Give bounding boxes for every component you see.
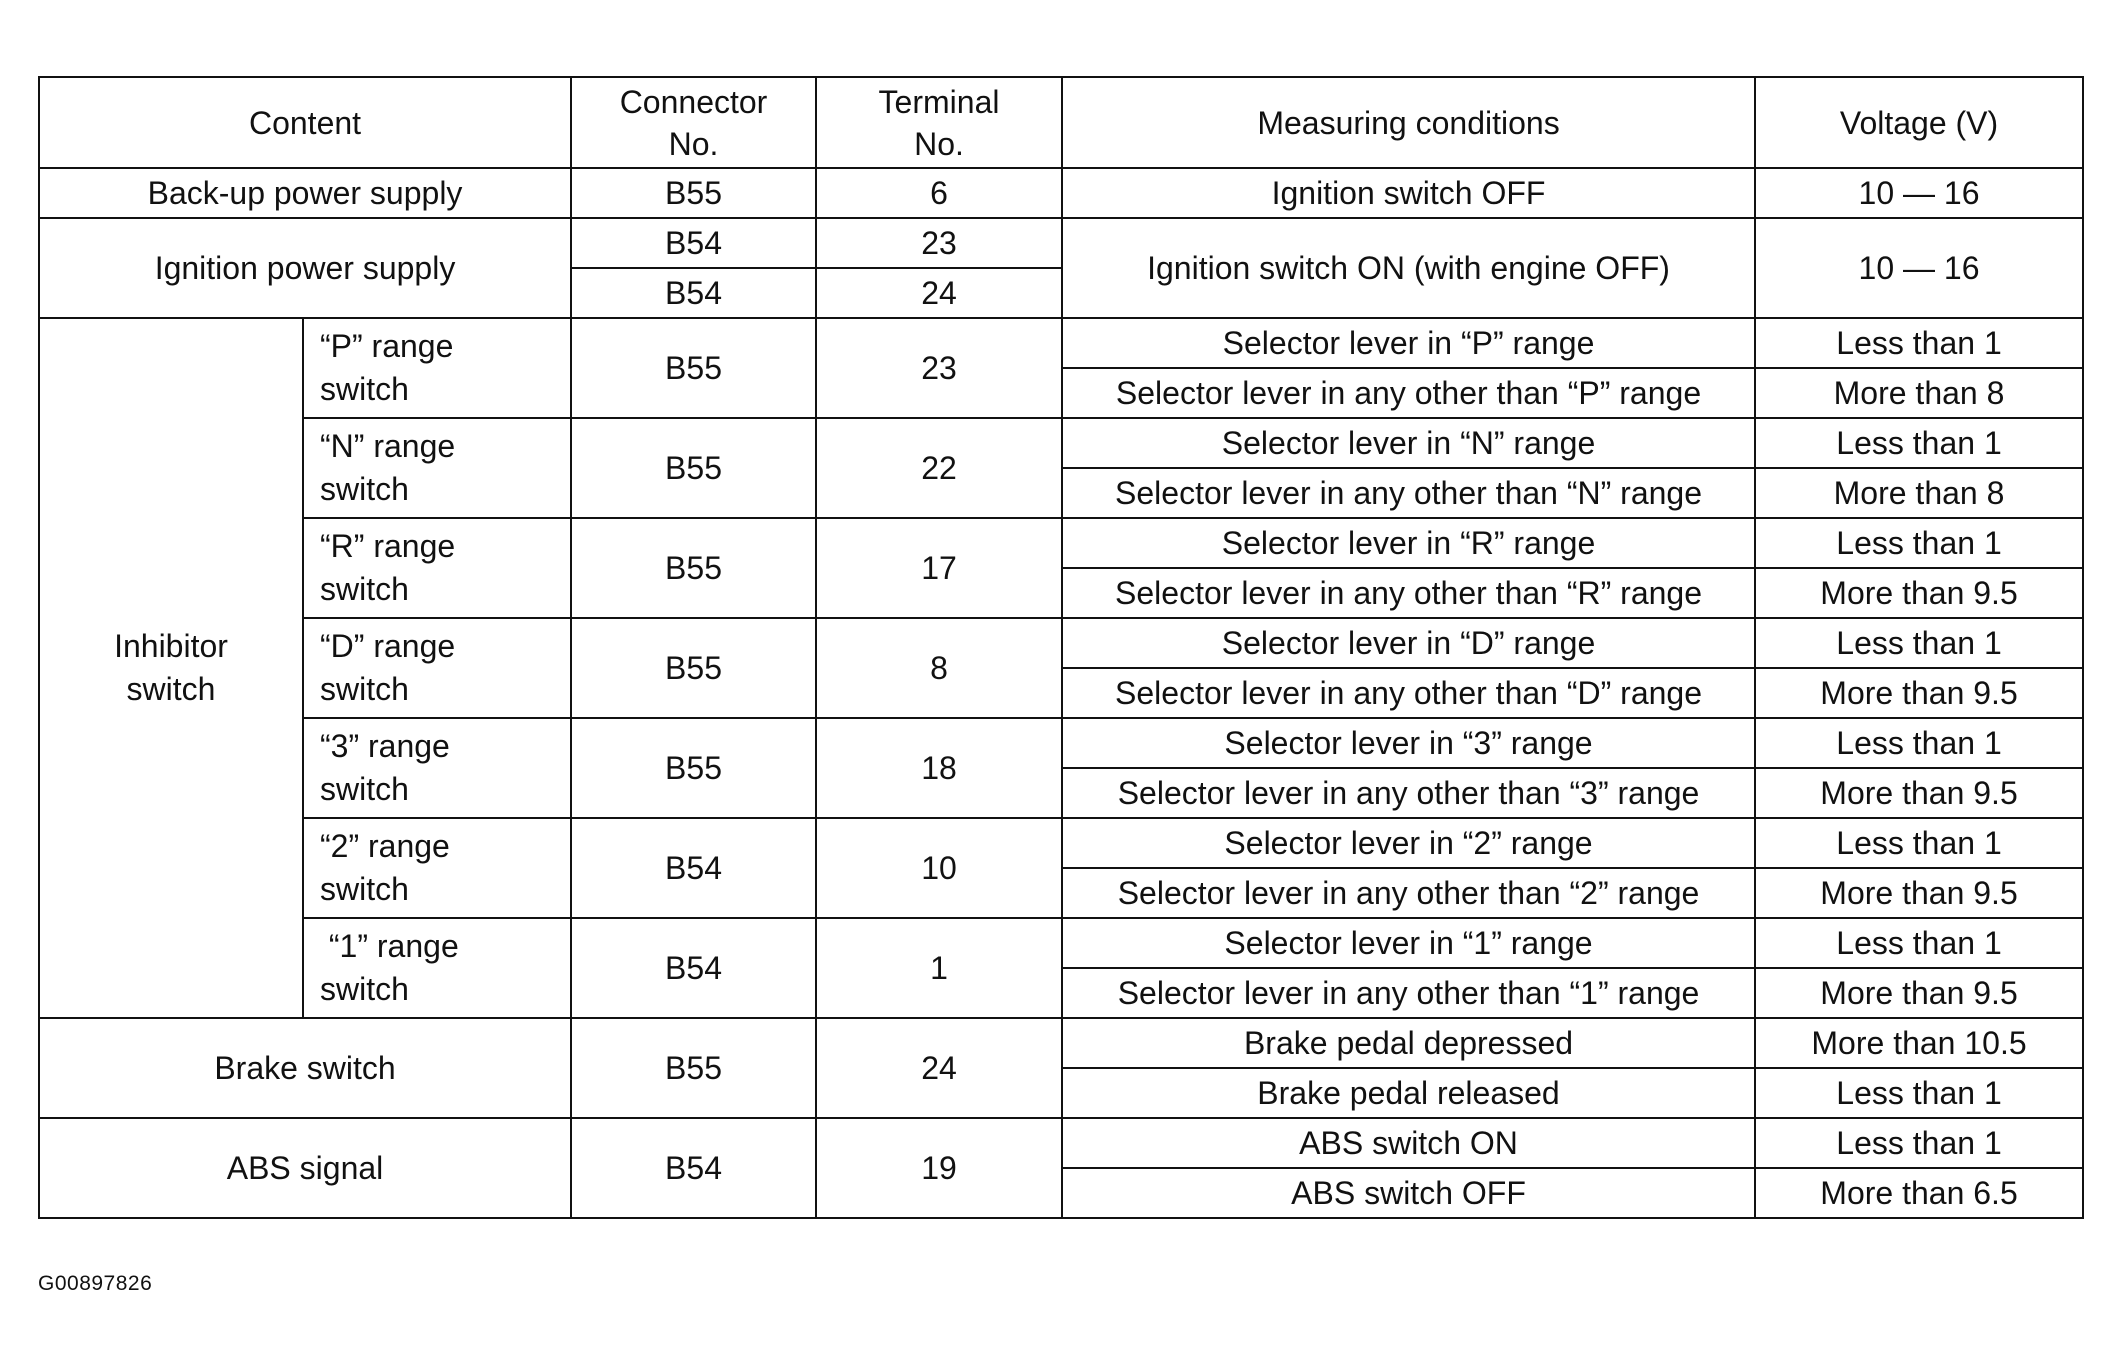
voltage-cell: Less than 1 bbox=[1755, 518, 2083, 568]
voltage-cell: Less than 1 bbox=[1755, 1068, 2083, 1118]
voltage-cell: More than 6.5 bbox=[1755, 1168, 2083, 1218]
voltage-cell: Less than 1 bbox=[1755, 418, 2083, 468]
connector-cell: B54 bbox=[571, 1118, 816, 1218]
voltage-cell: More than 8 bbox=[1755, 368, 2083, 418]
terminal-cell: 19 bbox=[816, 1118, 1062, 1218]
connector-cell: B55 bbox=[571, 1018, 816, 1118]
terminal-cell: 6 bbox=[816, 168, 1062, 218]
connector-cell: B55 bbox=[571, 518, 816, 618]
connector-cell: B55 bbox=[571, 418, 816, 518]
header-conditions: Measuring conditions bbox=[1062, 77, 1755, 168]
voltage-cell: More than 9.5 bbox=[1755, 668, 2083, 718]
condition-cell: Selector lever in any other than “R” range bbox=[1062, 568, 1755, 618]
voltage-cell: Less than 1 bbox=[1755, 1118, 2083, 1168]
range-switch-name: “D” range switch bbox=[303, 618, 571, 718]
table-row bbox=[39, 1118, 2083, 1168]
voltage-cell: More than 9.5 bbox=[1755, 768, 2083, 818]
voltage-cell: More than 9.5 bbox=[1755, 568, 2083, 618]
header-row bbox=[39, 77, 2083, 168]
table-row bbox=[39, 418, 2083, 468]
voltage-cell: Less than 1 bbox=[1755, 918, 2083, 968]
content-cell: Ignition power supply bbox=[39, 218, 571, 318]
range-switch-name: “P” range switch bbox=[303, 318, 571, 418]
terminal-cell: 1 bbox=[816, 918, 1062, 1018]
figure-code: G00897826 bbox=[38, 1272, 153, 1295]
header-terminal: Terminal No. bbox=[816, 77, 1062, 168]
range-switch-name: “N” range switch bbox=[303, 418, 571, 518]
voltage-cell: Less than 1 bbox=[1755, 718, 2083, 768]
voltage-cell: More than 10.5 bbox=[1755, 1018, 2083, 1068]
condition-cell: Selector lever in any other than “D” range bbox=[1062, 668, 1755, 718]
connector-cell: B54 bbox=[571, 818, 816, 918]
header-voltage: Voltage (V) bbox=[1755, 77, 2083, 168]
table-row bbox=[39, 818, 2083, 868]
condition-cell: Brake pedal released bbox=[1062, 1068, 1755, 1118]
voltage-spec-table bbox=[38, 76, 2084, 1219]
condition-cell: Selector lever in any other than “N” range bbox=[1062, 468, 1755, 518]
voltage-cell: Less than 1 bbox=[1755, 318, 2083, 368]
condition-cell: Ignition switch OFF bbox=[1062, 168, 1755, 218]
table-row bbox=[39, 718, 2083, 768]
condition-cell: Selector lever in any other than “3” range bbox=[1062, 768, 1755, 818]
connector-cell: B55 bbox=[571, 718, 816, 818]
voltage-cell: Less than 1 bbox=[1755, 818, 2083, 868]
header-content: Content bbox=[39, 77, 571, 168]
terminal-cell: 23 bbox=[816, 218, 1062, 268]
content-cell: Back-up power supply bbox=[39, 168, 571, 218]
header-connector: Connector No. bbox=[571, 77, 816, 168]
condition-cell: ABS switch ON bbox=[1062, 1118, 1755, 1168]
condition-cell: Ignition switch ON (with engine OFF) bbox=[1062, 218, 1755, 318]
condition-cell: Selector lever in any other than “1” range bbox=[1062, 968, 1755, 1018]
condition-cell: Selector lever in any other than “P” range bbox=[1062, 368, 1755, 418]
range-switch-name: “2” range switch bbox=[303, 818, 571, 918]
terminal-cell: 18 bbox=[816, 718, 1062, 818]
range-switch-name: “1” range switch bbox=[303, 918, 571, 1018]
terminal-cell: 10 bbox=[816, 818, 1062, 918]
table-row bbox=[39, 918, 2083, 968]
connector-cell: B55 bbox=[571, 168, 816, 218]
condition-cell: Selector lever in any other than “2” range bbox=[1062, 868, 1755, 918]
connector-cell: B54 bbox=[571, 268, 816, 318]
table-row bbox=[39, 218, 2083, 268]
connector-cell: B54 bbox=[571, 918, 816, 1018]
connector-cell: B54 bbox=[571, 218, 816, 268]
voltage-cell: 10 — 16 bbox=[1755, 218, 2083, 318]
voltage-cell: Less than 1 bbox=[1755, 618, 2083, 668]
range-switch-name: “R” range switch bbox=[303, 518, 571, 618]
range-switch-name: “3” range switch bbox=[303, 718, 571, 818]
terminal-cell: 22 bbox=[816, 418, 1062, 518]
table-row bbox=[39, 318, 2083, 368]
content-cell: Brake switch bbox=[39, 1018, 571, 1118]
terminal-cell: 23 bbox=[816, 318, 1062, 418]
condition-cell: Selector lever in “3” range bbox=[1062, 718, 1755, 768]
table-row bbox=[39, 168, 2083, 218]
condition-cell: Brake pedal depressed bbox=[1062, 1018, 1755, 1068]
connector-cell: B55 bbox=[571, 618, 816, 718]
terminal-cell: 17 bbox=[816, 518, 1062, 618]
table-row bbox=[39, 518, 2083, 568]
voltage-cell: More than 9.5 bbox=[1755, 868, 2083, 918]
condition-cell: Selector lever in “1” range bbox=[1062, 918, 1755, 968]
condition-cell: Selector lever in “R” range bbox=[1062, 518, 1755, 568]
inhibitor-switch-label: Inhibitor switch bbox=[39, 318, 303, 1018]
condition-cell: Selector lever in “D” range bbox=[1062, 618, 1755, 668]
voltage-cell: More than 8 bbox=[1755, 468, 2083, 518]
terminal-cell: 8 bbox=[816, 618, 1062, 718]
content-cell: ABS signal bbox=[39, 1118, 571, 1218]
condition-cell: Selector lever in “P” range bbox=[1062, 318, 1755, 368]
connector-cell: B55 bbox=[571, 318, 816, 418]
condition-cell: Selector lever in “2” range bbox=[1062, 818, 1755, 868]
condition-cell: ABS switch OFF bbox=[1062, 1168, 1755, 1218]
table-row bbox=[39, 618, 2083, 668]
terminal-cell: 24 bbox=[816, 268, 1062, 318]
terminal-cell: 24 bbox=[816, 1018, 1062, 1118]
condition-cell: Selector lever in “N” range bbox=[1062, 418, 1755, 468]
voltage-cell: 10 — 16 bbox=[1755, 168, 2083, 218]
table-row bbox=[39, 1018, 2083, 1068]
voltage-cell: More than 9.5 bbox=[1755, 968, 2083, 1018]
